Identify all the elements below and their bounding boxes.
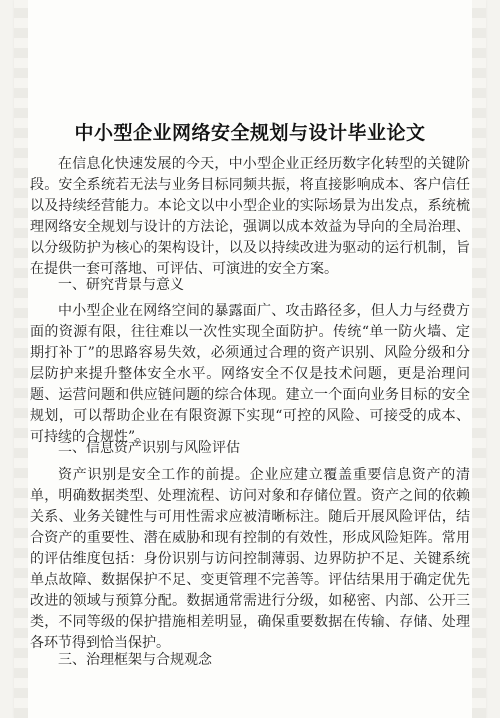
section1-block <box>30 301 470 448</box>
document-title: 中小型企业网络安全规划与设计毕业论文 <box>74 122 426 144</box>
section1-heading-block <box>30 275 470 296</box>
section2-heading: 二、信息资产识别与风险评估 <box>58 440 240 456</box>
section3-heading: 三、治理框架与合规观念 <box>58 652 212 668</box>
section2-heading-block <box>30 438 470 459</box>
section2-paragraph: 资产识别是安全工作的前提。企业应建立覆盖重要信息资产的清单，明确数据类型、处理流程、访问对象和存储位置。资产之间的依赖关系、业务关键性与可用性需求应被清晰标注。随后开展风险评估，结合资产的重要性、潜在威胁和现有控制的有效性，形成风险矩阵。常用的评估维度包括：身份识别与访问控制薄弱、边界防护不足、关键系统单点故障、数据保护不足、变更管理不完善等。评估结果用于确定优先改进的领域与预算分配。数据通常需进行分级，如秘密、内部、公开三类，不同等级的保护措施相差明显，确保重要数据在传输、存储、处理各环节得到恰当保护。 <box>30 467 470 651</box>
section1-heading: 一、研究背景与意义 <box>58 277 184 293</box>
section2-block <box>30 465 470 654</box>
intro-paragraph: 在信息化快速发展的今天，中小型企业正经历数字化转型的关键阶段。安全系统若无法与业务目标同频共振，将直接影响成本、客户信任以及持续经营能力。本论文以中小型企业的实际场景为出发点，系统梳理网络安全规划与设计的方法论，强调以成本效益为导向的全局治理、以分级防护为核心的架构设计，以及以持续改进为驱动的运行机制，旨在提供一套可落地、可评估、可演进的安全方案。 <box>30 156 470 277</box>
section1-paragraph: 中小型企业在网络空间的暴露面广、攻击路径多，但人力与经费方面的资源有限，往往难以一次性实现全面防护。传统“单一防火墙、定期打补丁”的思路容易失效，必须通过合理的资产识别、风险分级和分层防护来提升整体安全水平。网络安全不仅是技术问题，更是治理问题、运营问题和供应链问题的综合体现。建立一个面向业务目标的安全规划，可以帮助企业在有限资源下实现“可控的风险、可接受的成本、可持续的合规性”。 <box>30 303 470 445</box>
intro-block <box>30 154 470 280</box>
section3-heading-block <box>30 650 470 671</box>
page-border-left <box>14 0 28 718</box>
page-border-right <box>472 0 486 718</box>
